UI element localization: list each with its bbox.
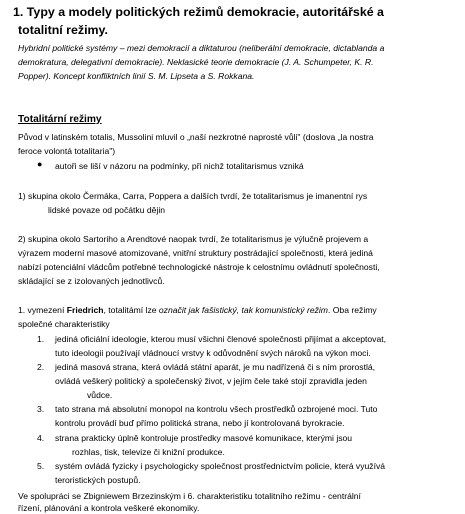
section-heading-totalitarian: Totalitární režimy <box>18 114 102 125</box>
characteristic-2-line-2: ovládá veškerý politický a společenský život, v jejím čele také stojí zpravidla jeden <box>55 376 367 386</box>
closing-paragraph-line-2: řízení, plánování a kontrola veškeré ekonomiky. <box>18 503 200 513</box>
characteristic-5-line-2: teroristických postupů. <box>55 475 141 485</box>
characteristic-1-line-2: tuto ideologii používají vládnoucí vrstvy k odůvodnění svých nároků na výkon moci. <box>55 348 371 358</box>
characteristic-4-line-1: strana prakticky úplně kontroluje prostředky masové komunikace, kterými jsou <box>55 433 353 443</box>
characteristic-2-line-1: jediná masová strana, která ovládá státní aparát, je mu nadřízená či s ním prorostlá, <box>55 362 376 372</box>
group-2-line-3: nabízí potenciální vládcům potřebné technologické nástroje k celostnímu ovládnutí společnosti, <box>18 262 380 272</box>
characteristic-1-line-1: jediná oficiální ideologie, kterou musí všichni členové společnosti přijímat a akceptovat, <box>55 334 387 344</box>
friedrich-italic-claim: označit jak fašistický, tak komunistický režim <box>158 305 328 315</box>
origin-paragraph-line-1: Původ v latinském totalis, Mussolini mluvil o „naší nezkrotné naprosté vůli" (doslova „la nostra <box>18 132 374 142</box>
group-2-line-1: 2) skupina okolo Sartoriho a Arendtové naopak tvrdí, že totalitarismus je výlučně projevem a <box>18 234 369 244</box>
page-title-line-1: 1. Typy a modely politických režimů demokracie, autoritářské a <box>13 5 384 19</box>
characteristic-2-line-3: vůdce. <box>87 390 113 400</box>
bullet-text: autoři se liší v názoru na podmínky, při nichž totalitarismus vzniká <box>55 161 304 171</box>
subtitle-line-3: Popper). Koncept konfliktních linií S. M. Lipseta a S. Rokkana. <box>18 71 255 81</box>
friedrich-name: Friedrich <box>66 305 104 315</box>
friedrich-suffix: . Oba režimy <box>327 305 377 315</box>
origin-paragraph-line-2: feroce volontá totalitaria") <box>18 146 116 156</box>
characteristic-5-line-1: systém ovládá fyzicky i psychologicky společnost prostřednictvím policie, která využívá <box>55 461 386 471</box>
characteristic-number-3: 3. <box>37 404 45 414</box>
characteristic-number-1: 1. <box>37 334 45 344</box>
characteristic-number-5: 5. <box>37 461 45 471</box>
friedrich-mid: , totalitámí lze <box>103 305 159 315</box>
subtitle-line-2: demokratura, delegativní demokracie). Neklasické teorie demokracie (J. A. Schumpeter, K. R. <box>18 57 374 67</box>
bullet-icon: ● <box>37 159 43 169</box>
group-1-line-1: 1) skupina okolo Čermáka, Carra, Poppera a dalších tvrdí, že totalitarismus je imanentní rys <box>18 191 368 201</box>
group-1-line-2: lidské povaze od počátku dějin <box>48 205 166 215</box>
group-2-line-2: výrazem moderní masové atomizované, vnitřní struktury postrádající společnosti, která jediná <box>18 248 373 258</box>
characteristic-3-line-2: kontrolu provádí buď přímo politická strana, nebo jí kontrolovaná byrokracie. <box>55 418 345 428</box>
page-title-line-2: totalitní režimy. <box>18 23 108 37</box>
friedrich-prefix: 1. vymezení <box>18 305 67 315</box>
closing-paragraph-line-1: Ve spolupráci se Zbigniewem Brzezinským i 6. charakteristiku totalitního režimu - centrální <box>18 491 361 501</box>
friedrich-definition-line-1 <box>18 304 377 316</box>
characteristic-3-line-1: tato strana má absolutní monopol na kontrolu všech prostředků ozbrojené moci. Tuto <box>55 404 378 414</box>
characteristic-number-4: 4. <box>37 433 45 443</box>
characteristic-4-line-2: rozhlas, tisk, televize či knižní produkce. <box>72 447 225 457</box>
friedrich-definition-line-2: společné charakteristiky <box>18 319 110 329</box>
subtitle-line-1: Hybridní politické systémy – mezi demokracií a diktaturou (neliberální demokracie, dictablanda a <box>18 43 385 53</box>
characteristic-number-2: 2. <box>37 362 45 372</box>
group-2-line-4: skládající se z izolovaných jednotlivců. <box>18 276 165 286</box>
